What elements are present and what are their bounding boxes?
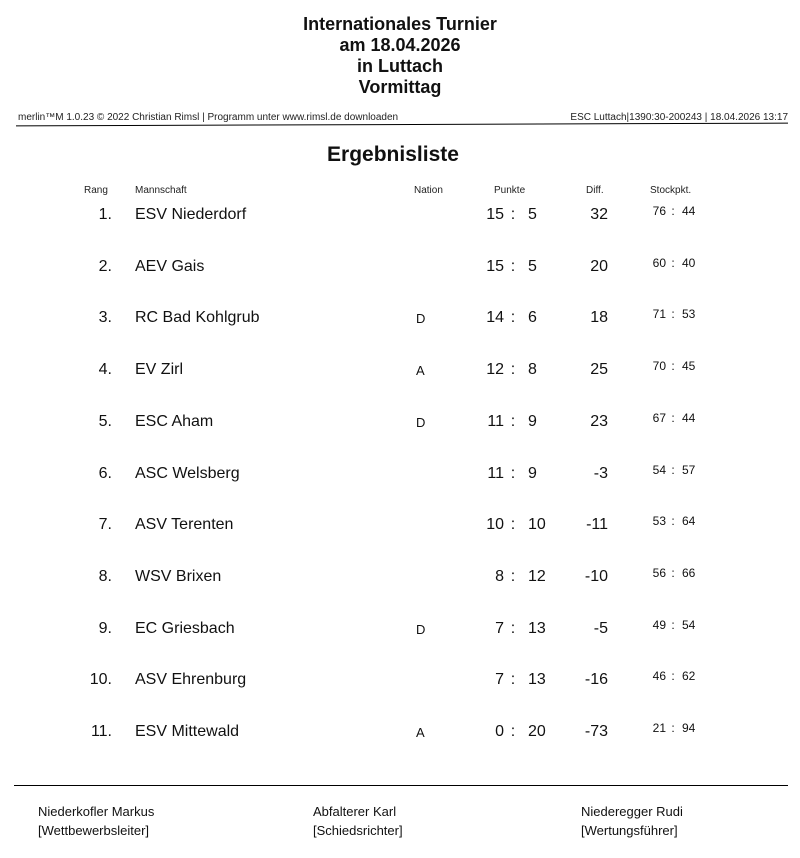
table-row bbox=[0, 671, 800, 701]
title-line-3: in Luttach bbox=[357, 56, 443, 76]
nation-code: A bbox=[416, 363, 425, 379]
stock-separator: : bbox=[671, 204, 675, 218]
points-separator: : bbox=[510, 309, 516, 327]
signature-role: [Wertungsführer] bbox=[581, 823, 678, 838]
stock-separator: : bbox=[671, 721, 675, 735]
stock-separator: : bbox=[671, 565, 675, 580]
stock-separator: : bbox=[671, 359, 675, 374]
signature-role: [Schiedsrichter] bbox=[313, 823, 403, 838]
points-for: 0 bbox=[495, 723, 504, 740]
stock-points-against: 57 bbox=[682, 462, 696, 477]
points-against: 9 bbox=[528, 464, 537, 482]
difference: 32 bbox=[590, 206, 608, 223]
difference: 20 bbox=[590, 257, 608, 275]
stock-points-for: 60 bbox=[652, 255, 666, 270]
stock-points-for: 71 bbox=[652, 307, 666, 322]
stock-points-against: 44 bbox=[682, 410, 696, 425]
team-name: AEV Gais bbox=[135, 257, 205, 275]
stock-separator: : bbox=[671, 669, 675, 684]
points-against: 5 bbox=[528, 206, 537, 223]
difference: -10 bbox=[584, 567, 608, 585]
rank-cell: 10. bbox=[89, 671, 112, 689]
points-separator: : bbox=[510, 619, 516, 637]
points-separator: : bbox=[510, 516, 516, 534]
team-name: ASV Terenten bbox=[135, 516, 234, 534]
points-for: 7 bbox=[495, 671, 504, 689]
stock-separator: : bbox=[671, 462, 675, 477]
team-name: EC Griesbach bbox=[135, 619, 235, 637]
team-name: RC Bad Kohlgrub bbox=[135, 309, 260, 327]
points-for: 11 bbox=[487, 412, 504, 430]
table-row bbox=[0, 516, 800, 546]
stock-points-for: 21 bbox=[652, 721, 666, 735]
team-name: ASC Welsberg bbox=[135, 464, 240, 482]
points-separator: : bbox=[510, 206, 516, 223]
stock-points-for: 76 bbox=[652, 204, 666, 218]
nation-code: A bbox=[416, 725, 425, 740]
difference: 23 bbox=[590, 412, 608, 430]
stock-separator: : bbox=[671, 307, 675, 322]
software-note: merlin™M 1.0.23 © 2022 Christian Rimsl | Programm unter www.rimsl.de downloaden bbox=[18, 112, 399, 123]
points-for: 15 bbox=[486, 257, 504, 275]
team-name: ASV Ehrenburg bbox=[135, 671, 247, 689]
nation-code: D bbox=[416, 311, 426, 327]
title-line-1: Internationales Turnier bbox=[303, 14, 497, 34]
rank-cell: 3. bbox=[98, 309, 112, 327]
difference: -3 bbox=[593, 464, 608, 482]
points-against: 20 bbox=[528, 723, 546, 740]
points-against: 13 bbox=[528, 671, 546, 689]
header-divider bbox=[16, 123, 788, 127]
title-line-2: am 18.04.2026 bbox=[339, 35, 461, 55]
rank-cell: 5. bbox=[98, 412, 112, 430]
signature-name: Abfalterer Karl bbox=[313, 804, 397, 819]
table-row bbox=[0, 206, 800, 236]
points-separator: : bbox=[510, 723, 516, 740]
difference: -73 bbox=[584, 723, 608, 740]
rank-cell: 6. bbox=[98, 464, 112, 482]
table-row bbox=[0, 309, 800, 339]
stock-points-for: 46 bbox=[652, 669, 666, 684]
points-against: 12 bbox=[528, 567, 546, 585]
stock-points-for: 70 bbox=[652, 359, 666, 374]
column-header-points: Punkte bbox=[494, 185, 526, 196]
points-for: 15 bbox=[486, 206, 504, 223]
rank-cell: 7. bbox=[98, 516, 112, 534]
points-for: 7 bbox=[495, 619, 504, 637]
stock-points-for: 49 bbox=[652, 617, 666, 632]
points-for: 14 bbox=[486, 309, 504, 327]
points-against: 5 bbox=[528, 257, 537, 275]
stock-points-against: 40 bbox=[682, 255, 696, 270]
table-row bbox=[0, 617, 800, 650]
stock-points-against: 62 bbox=[682, 669, 696, 684]
stock-separator: : bbox=[671, 255, 675, 270]
stock-points-for: 54 bbox=[652, 462, 666, 477]
signature-scorekeeper bbox=[581, 802, 683, 840]
table-row bbox=[0, 410, 800, 443]
stock-points-for: 56 bbox=[652, 565, 666, 580]
points-separator: : bbox=[510, 464, 516, 482]
stock-separator: : bbox=[671, 617, 675, 632]
team-name: ESC Aham bbox=[135, 412, 214, 430]
points-for: 8 bbox=[495, 567, 504, 585]
page-title: Ergebnisliste bbox=[327, 143, 459, 166]
points-against: 8 bbox=[528, 361, 537, 379]
rank-cell: 4. bbox=[98, 361, 112, 379]
points-separator: : bbox=[510, 412, 516, 430]
rank-cell: 9. bbox=[98, 619, 112, 637]
table-row bbox=[0, 565, 800, 598]
difference: -5 bbox=[593, 619, 608, 637]
nation-code: D bbox=[416, 621, 426, 637]
signature-referee bbox=[313, 802, 403, 840]
team-name: EV Zirl bbox=[135, 361, 183, 379]
difference: 18 bbox=[590, 309, 608, 327]
column-header-stock: Stockpkt. bbox=[650, 185, 692, 196]
table-row bbox=[0, 361, 800, 391]
stock-points-against: 44 bbox=[682, 204, 696, 218]
points-separator: : bbox=[510, 361, 516, 379]
stock-separator: : bbox=[671, 514, 675, 529]
team-name: WSV Brixen bbox=[135, 567, 222, 585]
table-row bbox=[0, 723, 800, 753]
stock-separator: : bbox=[671, 410, 675, 425]
points-against: 9 bbox=[528, 412, 537, 430]
stock-points-against: 64 bbox=[682, 514, 696, 529]
points-against: 10 bbox=[528, 516, 546, 534]
tournament-title bbox=[0, 14, 800, 98]
table-row bbox=[0, 255, 800, 288]
rank-cell: 2. bbox=[98, 257, 112, 275]
difference: 25 bbox=[590, 361, 608, 379]
team-name: ESV Mittewald bbox=[135, 723, 240, 740]
rank-cell: 1. bbox=[98, 206, 112, 223]
signature-name: Niederegger Rudi bbox=[581, 804, 683, 819]
column-header-team: Mannschaft bbox=[135, 185, 187, 196]
signature-name: Niederkofler Markus bbox=[38, 804, 155, 819]
points-separator: : bbox=[510, 567, 516, 585]
points-for: 12 bbox=[486, 361, 504, 379]
points-separator: : bbox=[510, 257, 516, 275]
points-against: 13 bbox=[528, 619, 546, 637]
stock-points-against: 53 bbox=[682, 307, 696, 322]
difference: -16 bbox=[584, 671, 608, 689]
points-against: 6 bbox=[528, 309, 537, 327]
team-name: ESV Niederdorf bbox=[135, 206, 247, 223]
title-line-4: Vormittag bbox=[358, 77, 442, 97]
table-row bbox=[0, 462, 800, 495]
points-separator: : bbox=[510, 671, 516, 689]
rank-cell: 8. bbox=[98, 567, 112, 585]
column-header-rank: Rang bbox=[84, 185, 108, 196]
footer-divider bbox=[14, 785, 788, 786]
rank-cell: 11. bbox=[90, 723, 112, 740]
points-for: 11 bbox=[487, 464, 504, 482]
column-header-diff: Diff. bbox=[586, 185, 604, 196]
signature-competition-leader bbox=[38, 802, 154, 840]
club-info: ESC Luttach|1390:30-200243 | 18.04.2026 13:17 bbox=[570, 112, 788, 123]
difference: -11 bbox=[586, 516, 608, 534]
column-header-nation: Nation bbox=[414, 185, 443, 196]
stock-points-against: 94 bbox=[682, 721, 696, 735]
stock-points-for: 67 bbox=[652, 410, 666, 425]
points-for: 10 bbox=[486, 516, 504, 534]
stock-points-for: 53 bbox=[652, 514, 666, 529]
nation-code: D bbox=[416, 414, 426, 430]
signature-role: [Wettbewerbsleiter] bbox=[38, 823, 150, 838]
stock-points-against: 54 bbox=[682, 617, 696, 632]
stock-points-against: 45 bbox=[682, 359, 696, 374]
stock-points-against: 66 bbox=[682, 565, 696, 580]
